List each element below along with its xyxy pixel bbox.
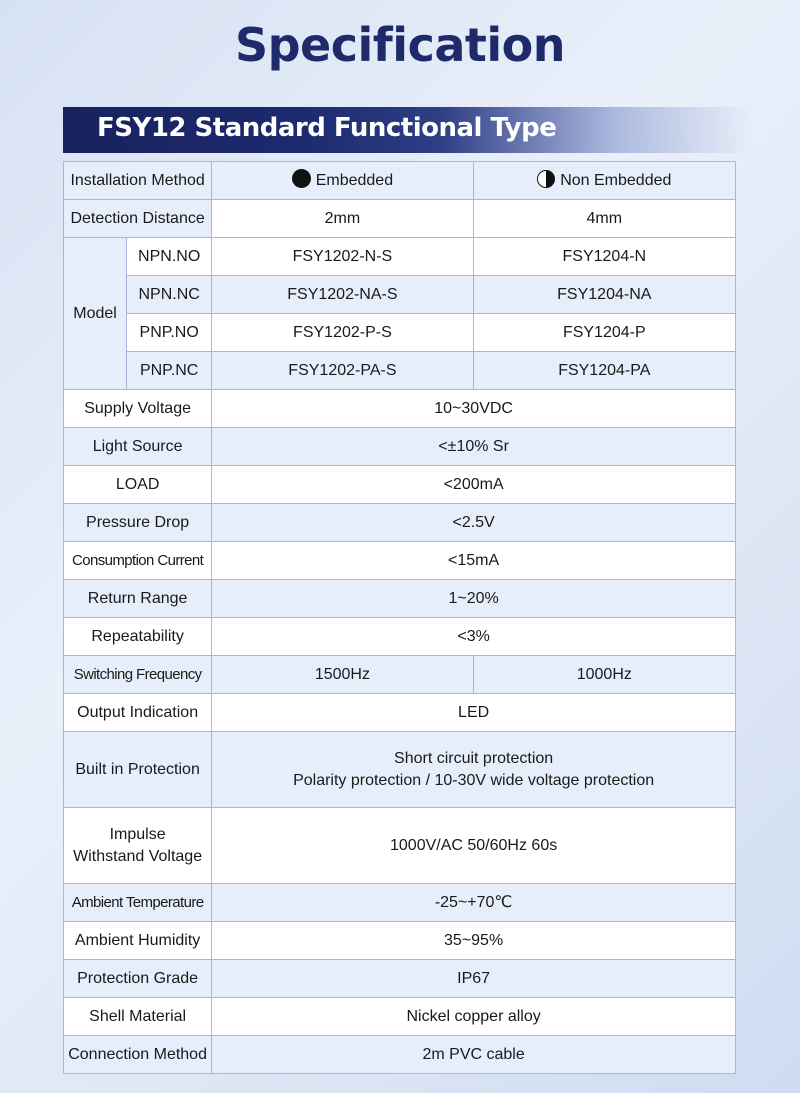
label-load: LOAD	[64, 466, 212, 504]
value-repeatability: <3%	[212, 618, 736, 656]
label-protection-grade: Protection Grade	[64, 960, 212, 998]
label-supply-voltage: Supply Voltage	[64, 390, 212, 428]
model-non-embedded: FSY1204-P	[473, 314, 735, 352]
model-embedded: FSY1202-P-S	[212, 314, 473, 352]
value-impulse-withstand-voltage: 1000V/AC 50/60Hz 60s	[212, 808, 736, 884]
label-ambient-temperature: Ambient Temperature	[64, 884, 212, 922]
model-embedded: FSY1202-NA-S	[212, 276, 473, 314]
switching-non-embedded: 1000Hz	[473, 656, 735, 694]
value-ambient-temperature: -25~+70℃	[212, 884, 736, 922]
model-type: NPN.NO	[127, 238, 212, 276]
installation-non-embedded	[473, 162, 735, 200]
label-switching-frequency: Switching Frequency	[64, 656, 212, 694]
section-title: FSY12 Standard Functional Type	[97, 113, 557, 143]
label-connection-method: Connection Method	[64, 1036, 212, 1074]
model-type: PNP.NO	[127, 314, 212, 352]
model-type: NPN.NC	[127, 276, 212, 314]
label-return-range: Return Range	[64, 580, 212, 618]
section-banner	[63, 107, 753, 153]
label-model: Model	[64, 238, 127, 390]
label-built-in-protection: Built in Protection	[64, 732, 212, 808]
label-detection-distance: Detection Distance	[64, 200, 212, 238]
model-embedded: FSY1202-N-S	[212, 238, 473, 276]
row-load	[64, 466, 736, 504]
row-protection-grade	[64, 960, 736, 998]
value-output-indication: LED	[212, 694, 736, 732]
row-shell-material	[64, 998, 736, 1036]
row-return-range	[64, 580, 736, 618]
model-non-embedded: FSY1204-PA	[473, 352, 735, 390]
value-consumption-current: <15mA	[212, 542, 736, 580]
installation-embedded-text: Embedded	[315, 172, 394, 189]
model-non-embedded: FSY1204-N	[473, 238, 735, 276]
value-ambient-humidity: 35~95%	[212, 922, 736, 960]
page-title: Specification	[235, 18, 565, 72]
value-load: <200mA	[212, 466, 736, 504]
row-switching-frequency	[64, 656, 736, 694]
label-ambient-humidity: Ambient Humidity	[64, 922, 212, 960]
row-built-in-protection	[64, 732, 736, 808]
label-repeatability: Repeatability	[64, 618, 212, 656]
detection-non-embedded: 4mm	[473, 200, 735, 238]
row-repeatability	[64, 618, 736, 656]
label-consumption-current: Consumption Current	[64, 542, 212, 580]
value-pressure-drop: <2.5V	[212, 504, 736, 542]
installation-non-embedded-text: Non Embedded	[560, 171, 672, 189]
row-ambient-humidity	[64, 922, 736, 960]
value-return-range: 1~20%	[212, 580, 736, 618]
label-impulse-withstand-voltage	[64, 808, 212, 884]
protection-line-2: Polarity protection / 10-30V wide voltage protection	[293, 771, 655, 789]
row-output-indication	[64, 694, 736, 732]
value-shell-material: Nickel copper alloy	[212, 998, 736, 1036]
row-connection-method	[64, 1036, 736, 1074]
label-installation-method: Installation Method	[64, 162, 212, 200]
label-light-source: Light Source	[64, 428, 212, 466]
value-supply-voltage: 10~30VDC	[212, 390, 736, 428]
row-light-source	[64, 428, 736, 466]
value-protection-grade: IP67	[212, 960, 736, 998]
row-ambient-temperature	[64, 884, 736, 922]
protection-line-1: Short circuit protection	[394, 749, 554, 767]
label-shell-material: Shell Material	[64, 998, 212, 1036]
label-pressure-drop: Pressure Drop	[64, 504, 212, 542]
row-detection-distance	[64, 200, 736, 238]
label-output-indication: Output Indication	[64, 694, 212, 732]
filled-circle-icon	[292, 169, 311, 188]
row-installation-method	[64, 162, 736, 200]
model-embedded: FSY1202-PA-S	[212, 352, 473, 390]
row-model-npn-no	[64, 238, 736, 276]
value-built-in-protection	[212, 732, 736, 808]
model-type: PNP.NC	[127, 352, 212, 390]
row-supply-voltage	[64, 390, 736, 428]
row-model-npn-nc	[64, 276, 736, 314]
row-pressure-drop	[64, 504, 736, 542]
installation-embedded	[212, 162, 473, 200]
model-non-embedded: FSY1204-NA	[473, 276, 735, 314]
spec-table	[63, 161, 736, 1074]
row-model-pnp-nc	[64, 352, 736, 390]
row-model-pnp-no	[64, 314, 736, 352]
switching-embedded: 1500Hz	[212, 656, 473, 694]
impulse-label-line-1: Impulse	[109, 825, 166, 843]
row-consumption-current	[64, 542, 736, 580]
value-light-source: <±10% Sr	[212, 428, 736, 466]
half-circle-icon	[537, 170, 555, 188]
impulse-label-line-2: Withstand Voltage	[73, 847, 203, 865]
value-connection-method: 2m PVC cable	[212, 1036, 736, 1074]
detection-embedded: 2mm	[212, 200, 473, 238]
row-impulse-withstand-voltage	[64, 808, 736, 884]
